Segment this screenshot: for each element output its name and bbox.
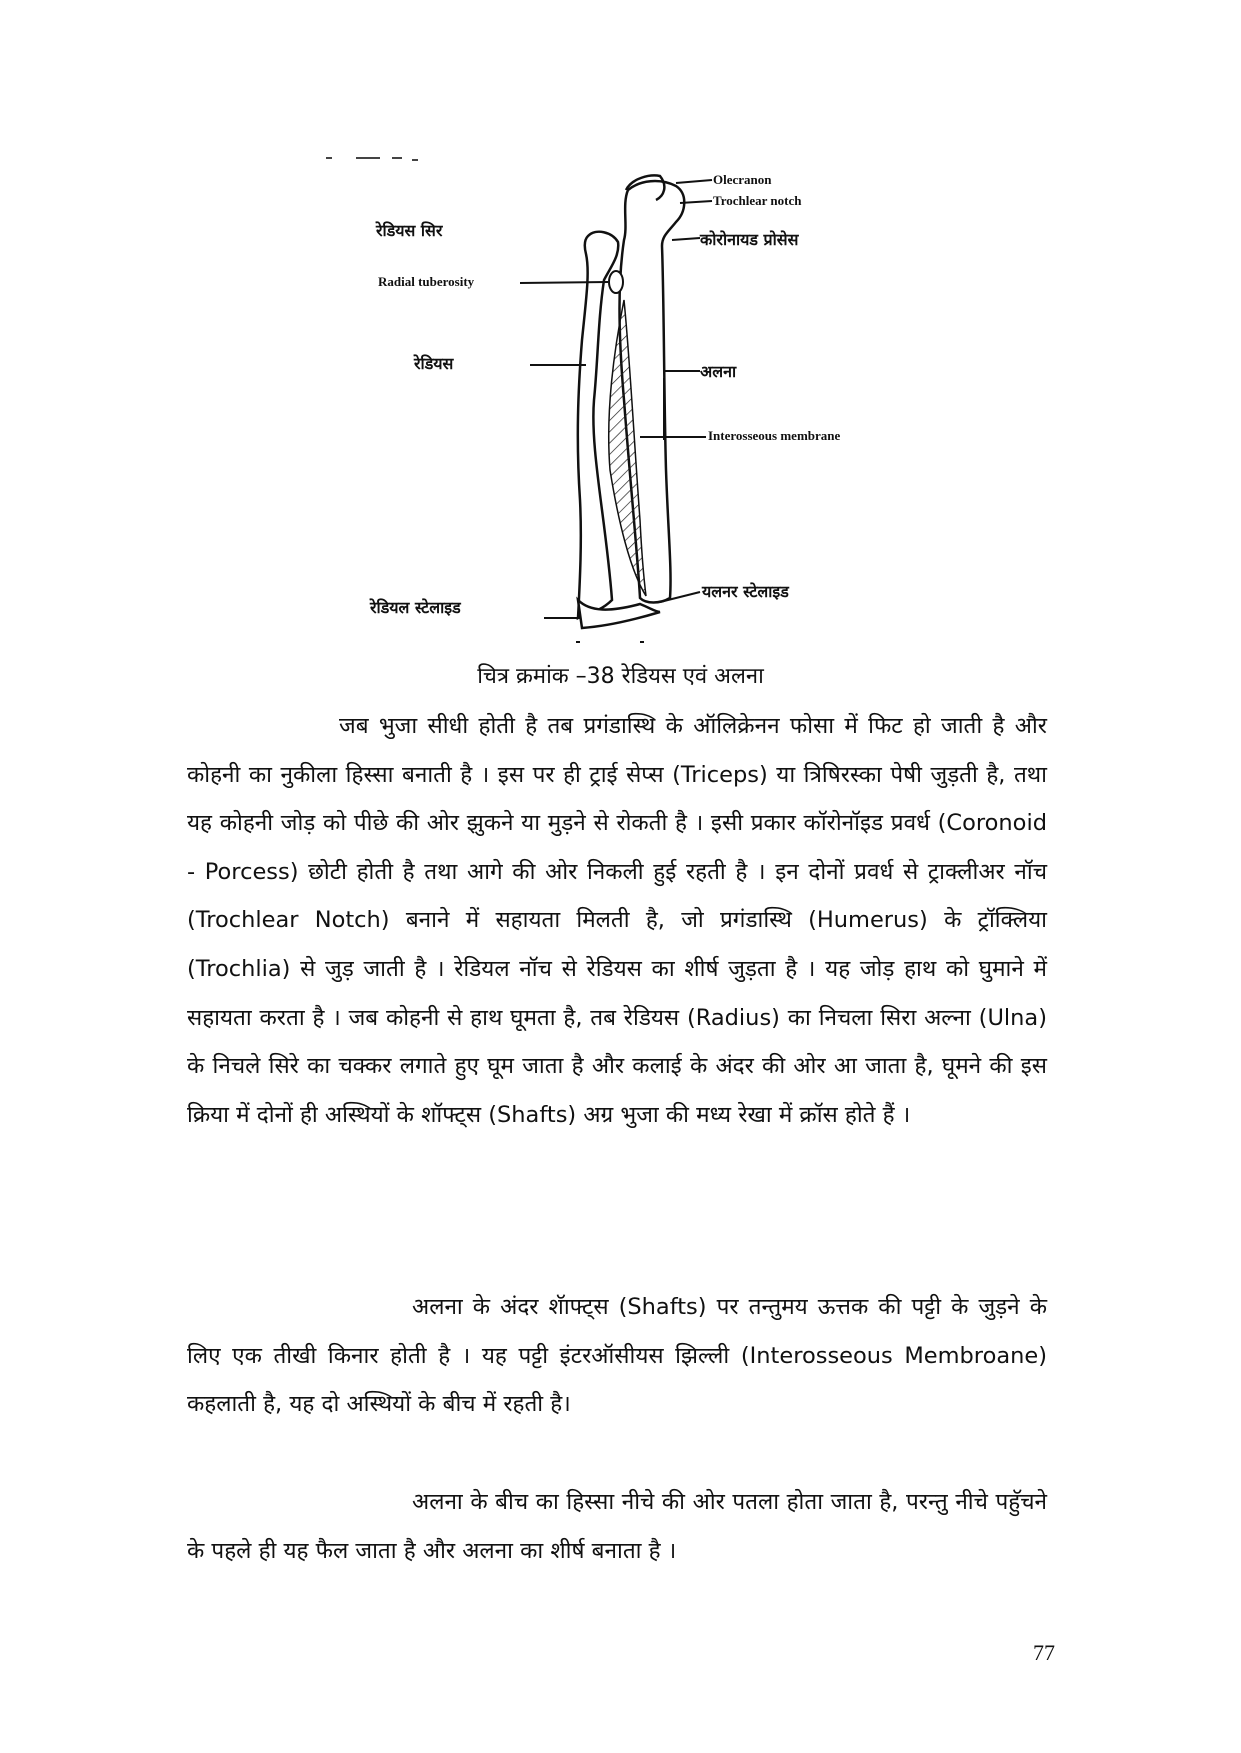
label-trochlear-notch: Trochlear notch <box>713 193 802 208</box>
paragraph-3: अलना के बीच का हिस्सा नीचे की ओर पतला होता जाता है, परन्तु नीचे पहुॅचने के पहले ही यह फैल जाता है और अलना का शीर्ष बनाता है । <box>187 1489 1047 1564</box>
forearm-bones-figure <box>0 0 1241 660</box>
paragraph-2: अलना के अंदर शॅाफ्ट्स (Shafts) पर तन्तुमय ऊत्तक की पट्टी के जुड़ने के लिए एक तीखी किनार होती है । यह पट्टी इंटरऑसीयस झिल्ली (Interosseous Membroane) कहलाती है, यह दो अस्थियों के बीच में रहती है। <box>187 1294 1047 1418</box>
label-radial-tuberosity: Radial tuberosity <box>378 274 475 289</box>
top-marks <box>326 158 418 160</box>
radius-ulna-diagram <box>0 0 1241 660</box>
label-olecranon: Olecranon <box>713 172 772 187</box>
paragraph-1: जब भुजा सीधी होती है तब प्रगंडास्थि के ऑलिक्रेनन फोसा में फिट हो जाती है और कोहनी का नुकीला हिस्सा बनाती है । इस पर ही ट्राई सेप्स (Triceps) या त्रिषिरस्का पेषी जुड़ती है, तथा यह कोहनी जोड़ को पीछे की ओर झुकने या मुड़ने से रोकती है । इसी प्रकार कॉरोनॉइड प्रवर्ध (Coronoid - Porcess) छोटी होती है तथा आगे की ओर निकली हुई रहती है । इन दोनों प्रवर्ध से ट्राक्लीअर नॉच (Trochlear Notch) बनाने में सहायता मिलती है, जो प्रगंडास्थि (Humerus) के ट्रॉक्लिया (Trochlia) से जुड़ जाती है । रेडियल नॉच से रेडियस का शीर्ष जुड़ता है । यह जोड़ हाथ को घुमाने में सहायता करता है । जब कोहनी से हाथ घूमता है, तब रेडियस (Radius) का निचला सिरा अल्ना (Ulna) के निचले सिरे का चक्कर लगाते हुए घूम जाता है और कलाई के अंदर की ओर आ जाता है, घूमने की इस क्रिया में दोनों ही अस्थियों के शॉफ्ट्स (Shafts) अग्र भुजा की मध्य रेखा में क्रॉस होते हैं । <box>187 713 1047 1128</box>
label-ulna: अलना <box>700 362 737 381</box>
label-coronoid-process: कोरोनायड प्रोसेस <box>700 230 799 249</box>
label-radius: रेडियस <box>414 354 454 373</box>
radial-tuberosity-shape <box>609 271 623 293</box>
label-interosseous-membrane: Interosseous membrane <box>708 428 841 443</box>
page-number: 77 <box>1033 1640 1055 1665</box>
figure-caption: चित्र क्रमांक –38 रेडियस एवं अलना <box>477 664 764 689</box>
label-ulnar-styloid: यलनर स्टेलाइड <box>702 582 789 601</box>
label-radius-head: रेडियस सिर <box>376 221 443 240</box>
label-radial-styloid: रेडियल स्टेलाइड <box>370 598 461 617</box>
